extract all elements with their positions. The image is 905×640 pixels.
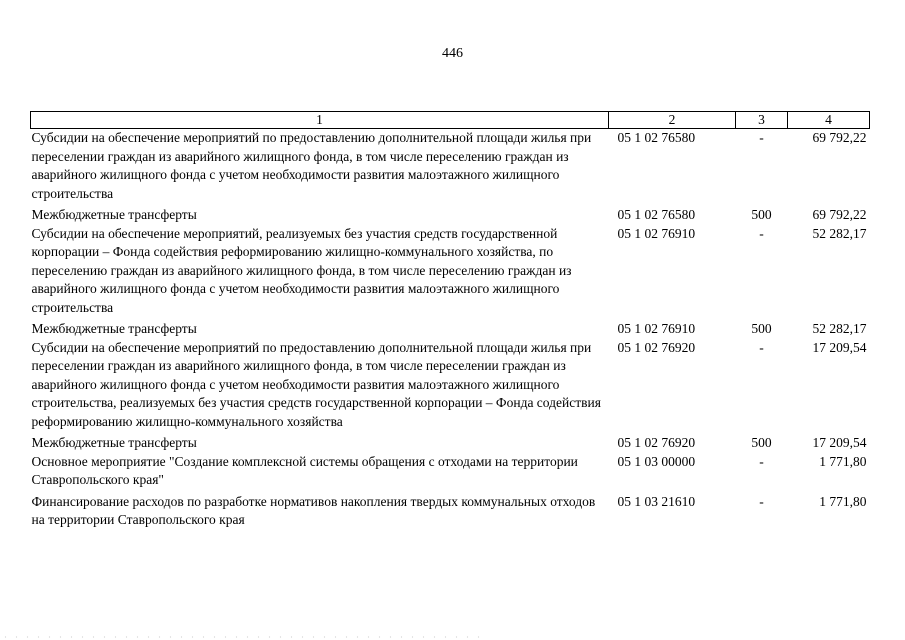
row-code: 05 1 02 76920: [617, 435, 696, 450]
row-amount: 69 792,22: [812, 207, 867, 222]
column-header-vr: 3: [736, 112, 788, 129]
row-vr: -: [759, 493, 764, 509]
row-vr: -: [759, 453, 764, 469]
table-row: [31, 493, 870, 530]
table-row: [31, 453, 870, 493]
row-name: Субсидии на обеспечение мероприятий по предоставлению дополнительной площади жилья при переселении граждан из аварийного жилищного фонда, в том числе переселению граждан из аварийного жилищного фонда с учетом необходимости развития малоэтажного жилищного строительства: [31, 130, 592, 201]
row-code: 05 1 02 76920: [617, 339, 696, 355]
row-name: Основное мероприятие "Создание комплексной системы обращения с отходами на территории Ставропольского края": [31, 453, 578, 487]
row-amount: 1 771,80: [819, 493, 867, 509]
table-body: [31, 129, 870, 530]
row-code: 05 1 02 76580: [617, 130, 696, 145]
row-code: 05 1 03 21610: [617, 493, 696, 509]
row-name: Межбюджетные трансферты: [31, 435, 197, 450]
row-amount: 69 792,22: [812, 130, 867, 145]
row-amount: 52 282,17: [812, 225, 867, 241]
row-name: Межбюджетные трансферты: [31, 321, 197, 336]
table-row: [31, 129, 870, 207]
row-vr: -: [759, 339, 764, 355]
row-code: 05 1 03 00000: [617, 453, 696, 469]
row-name: Межбюджетные трансферты: [31, 207, 197, 222]
row-vr: -: [759, 225, 764, 241]
budget-table: [30, 111, 870, 530]
row-amount: 17 209,54: [812, 435, 867, 450]
table-header: [31, 112, 870, 129]
header-row: [31, 112, 870, 129]
row-name: Субсидии на обеспечение мероприятий, реализуемых без участия средств государственной корпорации – Фонда содействия реформированию жилищно-коммунального хозяйства, по переселению граждан из аварийного жилищного фонда, в том числе переселению граждан из аварийного жилищного фонда с учетом необходимости развития малоэтажного жилищного строительства: [31, 225, 572, 315]
column-header-amount: 4: [788, 112, 870, 129]
table-row: [31, 206, 870, 225]
row-amount: 52 282,17: [812, 321, 867, 336]
scan-artifact-dots: [0, 636, 480, 638]
row-amount: 1 771,80: [819, 453, 867, 469]
row-name: Субсидии на обеспечение мероприятий по предоставлению дополнительной площади жилья при переселении граждан из аварийного жилищного фонда, в том числе переселении граждан из аварийного жилищного фонда с учетом необходимости развития малоэтажного жилищного строительства, реализуемых без участия средств государственной корпорации – Фонда содействия реформированию жилищно-коммунального хозяйства: [31, 339, 601, 429]
table-row: [31, 339, 870, 435]
row-code: 05 1 02 76910: [617, 321, 696, 336]
row-code: 05 1 02 76580: [617, 207, 696, 222]
row-name: Финансирование расходов по разработке нормативов накопления твердых коммунальных отходов на территории Ставропольского края: [31, 493, 596, 527]
row-vr: 500: [751, 207, 772, 222]
table-row: [31, 225, 870, 321]
row-code: 05 1 02 76910: [617, 225, 696, 241]
row-vr: -: [759, 130, 764, 145]
row-amount: 17 209,54: [812, 339, 867, 355]
table-row: [31, 320, 870, 339]
column-header-name: 1: [31, 112, 609, 129]
row-vr: 500: [751, 435, 772, 450]
column-header-code: 2: [609, 112, 736, 129]
table-row: [31, 434, 870, 453]
page-number: 446: [442, 46, 463, 61]
row-vr: 500: [751, 321, 772, 336]
